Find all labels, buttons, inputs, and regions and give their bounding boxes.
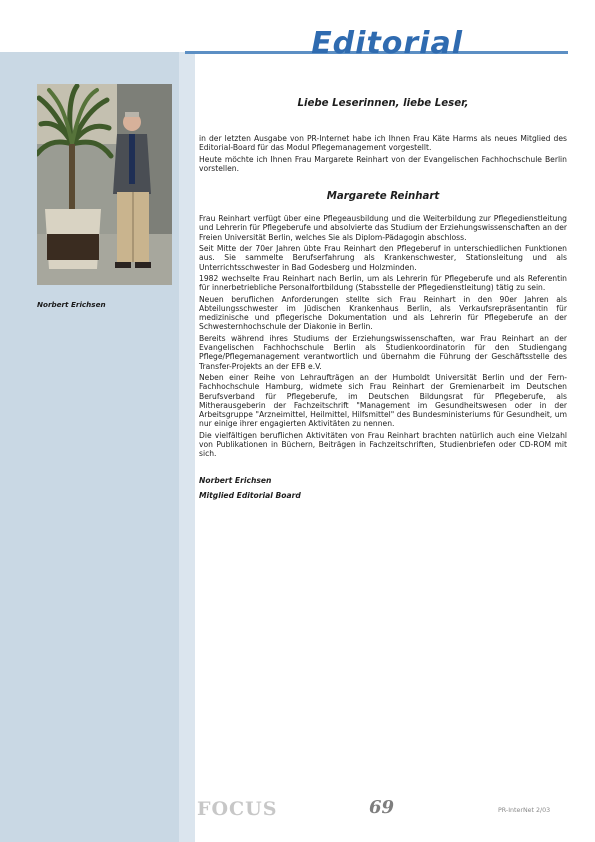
body-paragraph: Bereits während ihres Studiums der Erziehungswissenschaften, war Frau Reinhart an der Evangelischen Fachhochschule Berlin als Studienkoordinatorin für den Studiengang Pflege/Pflegemanagement verantwortlich und übernahm die Führung der Geschäftsstelle des Transfer-Projekts an der EFB e.V. xyxy=(199,333,567,371)
body-paragraph: Die vielfältigen beruflichen Aktivitäten von Frau Reinhart brachten natürlich auch eine Vielzahl von Publikationen in Büchern, Beiträgen in Fachzeitschriften, Studienbriefen oder CD-ROM mit sich. xyxy=(199,430,567,459)
intro-paragraph: in der letzten Ausgabe von PR-Internet habe ich Ihnen Frau Käte Harms als neues Mitglied des Editorial-Board für das Modul Pflegemanagement vorgestellt. xyxy=(199,134,567,153)
footer-brand: FOCUS xyxy=(197,798,278,820)
body-paragraph: Seit Mitte der 70er Jahren übte Frau Reinhart den Pflegeberuf in unterschiedlichen Funktionen aus. Sie sammelte Berufserfahrung als Krankenschwester, Stationsleitung und als Unterrichtsschwester in Bad Godesberg und Holzminden. xyxy=(199,244,567,272)
intro-paragraph: Heute möchte ich Ihnen Frau Margarete Reinhart von der Evangelischen Fachhochschule Berlin vorstellen. xyxy=(199,154,567,173)
salutation: Liebe Leserinnen, liebe Leser, xyxy=(297,98,469,109)
author-photo xyxy=(37,84,172,285)
article xyxy=(199,97,567,503)
page-title: Editorial xyxy=(311,26,463,61)
signature-role: Mitglied Editorial Board xyxy=(199,490,301,500)
body-paragraph: Frau Reinhart verfügt über eine Pflegeausbildung und die Weiterbildung zur Pflegedienstleitung und Lehrerin für Pflegeberufe und absolvierte das Studium der Erziehungswissenschaften an der Freien Universität Berlin, welches Sie als Diplom-Pädagogin abschloss. xyxy=(199,214,567,242)
signature xyxy=(199,473,567,503)
signature-name: Norbert Erichsen xyxy=(199,475,272,485)
body-paragraph: Neuen beruflichen Anforderungen stellte sich Frau Reinhart in den 90er Jahren als Abteilungsschwester im Jüdischen Krankenhaus Berlin, als Verkaufsrepräsentantin für medizinische und pflegerische Dokumentation und als Lehrerin für Pflegeberufe an der Schwesternhochschule der Diakonie in Berlin. xyxy=(199,294,567,332)
subheading: Margarete Reinhart xyxy=(326,191,440,203)
photo-caption: Norbert Erichsen xyxy=(37,300,106,309)
body-paragraph: 1982 wechselte Frau Reinhart nach Berlin, um als Lehrerin für Pflegeberufe und als Referentin für innerbetriebliche Personalfortbildung (Stabsstelle der Pflegedienstleitung) tätig zu sein. xyxy=(199,273,567,293)
footer-journal: PR-InterNet 2/03 xyxy=(498,807,551,814)
body-paragraph: Neben einer Reihe von Lehraufträgen an der Humboldt Universität Berlin und der Fern-Fachhochschule Hamburg, widmete sich Frau Reinhart der Gremienarbeit im Deutschen Berufsverband für Pflegeberufe, im Deutschen Bildungsrat für Pflegeberufe, als Mitherausgeberin der Fachzeitschrift "Management im Gesundheitswesen oder in der Arbeitsgruppe "Arzneimittel, Heilmittel, Hilfsmittel" des Bundesministeriums für Gesundheit, um nur einige ihrer engagierten Aktivitäten zu nennen. xyxy=(199,372,567,429)
page-number: 69 xyxy=(369,797,395,818)
author-photo-image xyxy=(37,84,172,285)
sidebar-edge xyxy=(179,52,195,842)
